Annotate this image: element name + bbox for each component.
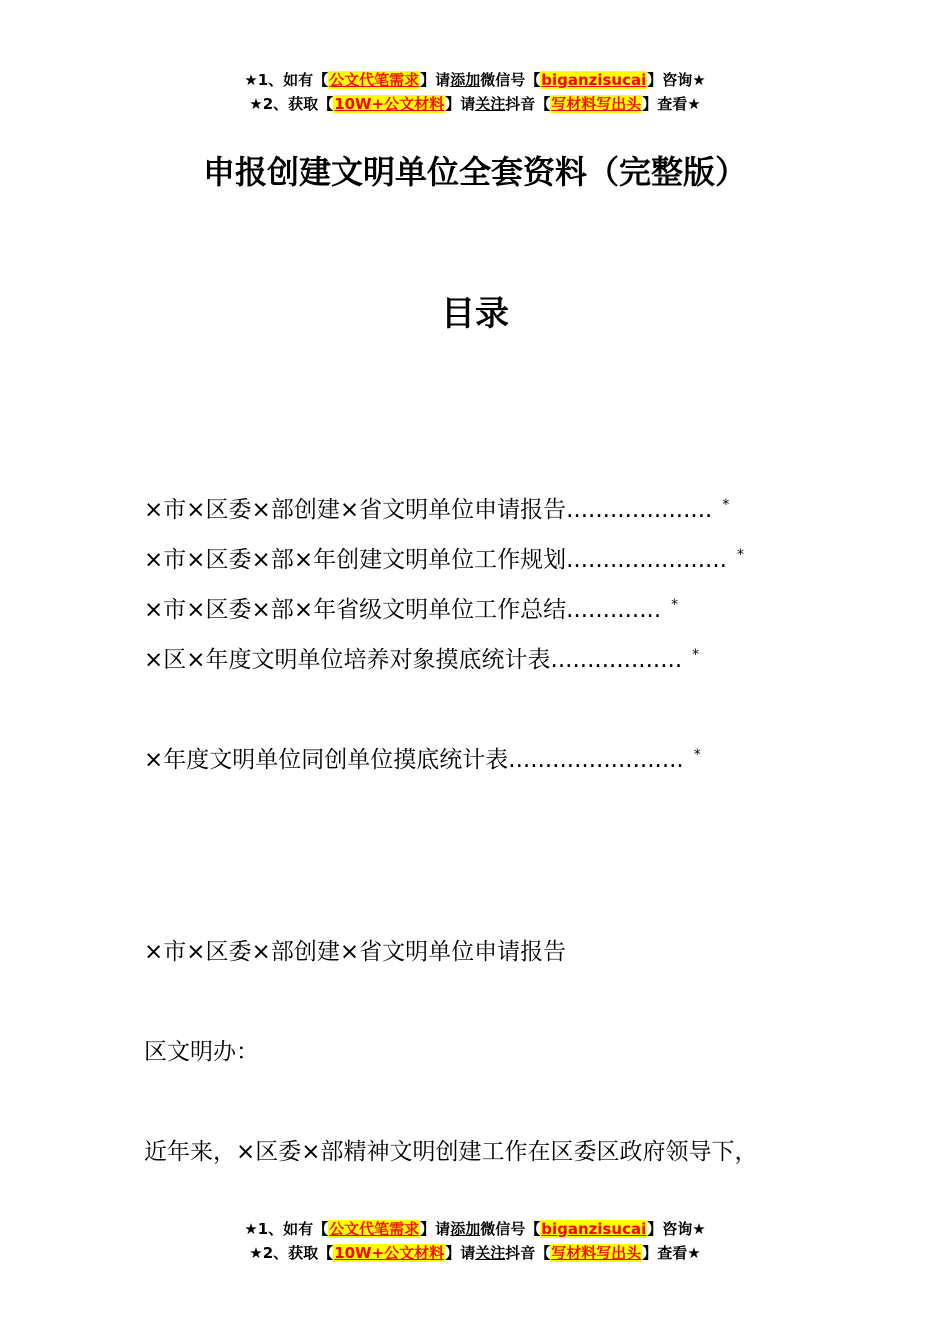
toc-page-number: * [671,597,679,613]
toc-page-number: * [722,497,730,513]
toc-entry [144,536,744,586]
banner-text: 抖音【 [505,1244,551,1262]
toc-entry-text: ×年度文明单位同创单位摸底统计表 [144,747,509,773]
banner-text: 】咨询★ [647,1220,706,1238]
banner-highlight: biganzisucai [541,1220,647,1238]
banner-text: 】请 [445,95,476,113]
table-of-contents [144,486,744,786]
salutation: 区文明办： [144,1039,259,1065]
toc-entry [144,736,744,786]
banner-highlight: 写材料写出头 [551,95,642,113]
banner-text: 抖音【 [505,95,551,113]
toc-leader-dots: ...................... [566,547,727,573]
document-title: 申报创建文明单位全套资料（完整版） [202,153,747,191]
toc-leader-dots: ........................ [508,747,684,773]
toc-leader-dots: .................. [550,647,683,673]
toc-heading: 目录 [441,294,509,334]
banner-text: 】查看★ [642,1244,701,1262]
banner-underline: 关注 [475,1244,506,1262]
toc-entry [144,586,744,636]
banner-text: 】咨询★ [647,71,706,89]
body-paragraph: 近年来，×区委×部精神文明创建工作在区委区政府领导下， [144,1139,758,1165]
banner-line-2 [0,1241,950,1265]
toc-entry [144,486,744,536]
toc-entry [144,636,744,686]
banner-line-2 [0,92,950,116]
banner-line-1 [0,68,950,92]
banner-highlight: 10W+公文材料 [334,95,445,113]
toc-page-number: * [693,747,701,763]
toc-entry-text: ×市×区委×部创建×省文明单位申请报告 [144,497,567,523]
report-heading: ×市×区委×部创建×省文明单位申请报告 [144,939,567,965]
banner-highlight: 10W+公文材料 [334,1244,445,1262]
bottom-banner [0,1217,950,1265]
banner-text: ★2、获取【 [249,95,334,113]
toc-entry-text: ×区×年度文明单位培养对象摸底统计表 [144,647,551,673]
toc-leader-dots: ............. [566,597,662,623]
banner-text: ★2、获取【 [249,1244,334,1262]
banner-text: 】查看★ [642,95,701,113]
banner-text: 微信号【 [480,1220,541,1238]
banner-text: 】请 [445,1244,476,1262]
banner-underline: 添加 [450,1220,481,1238]
banner-text: ★1、如有【 [244,71,329,89]
banner-line-1 [0,1217,950,1241]
banner-text: 微信号【 [480,71,541,89]
banner-highlight: 公文代笔需求 [329,71,420,89]
banner-highlight: 写材料写出头 [551,1244,642,1262]
toc-page-number: * [736,547,744,563]
banner-text: ★1、如有【 [244,1220,329,1238]
toc-entry-text: ×市×区委×部×年创建文明单位工作规划 [144,547,567,573]
toc-entry-text: ×市×区委×部×年省级文明单位工作总结 [144,597,567,623]
banner-underline: 添加 [450,71,481,89]
banner-text: 】请 [420,1220,451,1238]
banner-highlight: 公文代笔需求 [329,1220,420,1238]
toc-leader-dots: .................... [566,497,713,523]
toc-page-number: * [692,647,700,663]
top-banner [0,68,950,116]
banner-underline: 关注 [475,95,506,113]
banner-highlight: biganzisucai [541,71,647,89]
banner-text: 】请 [420,71,451,89]
